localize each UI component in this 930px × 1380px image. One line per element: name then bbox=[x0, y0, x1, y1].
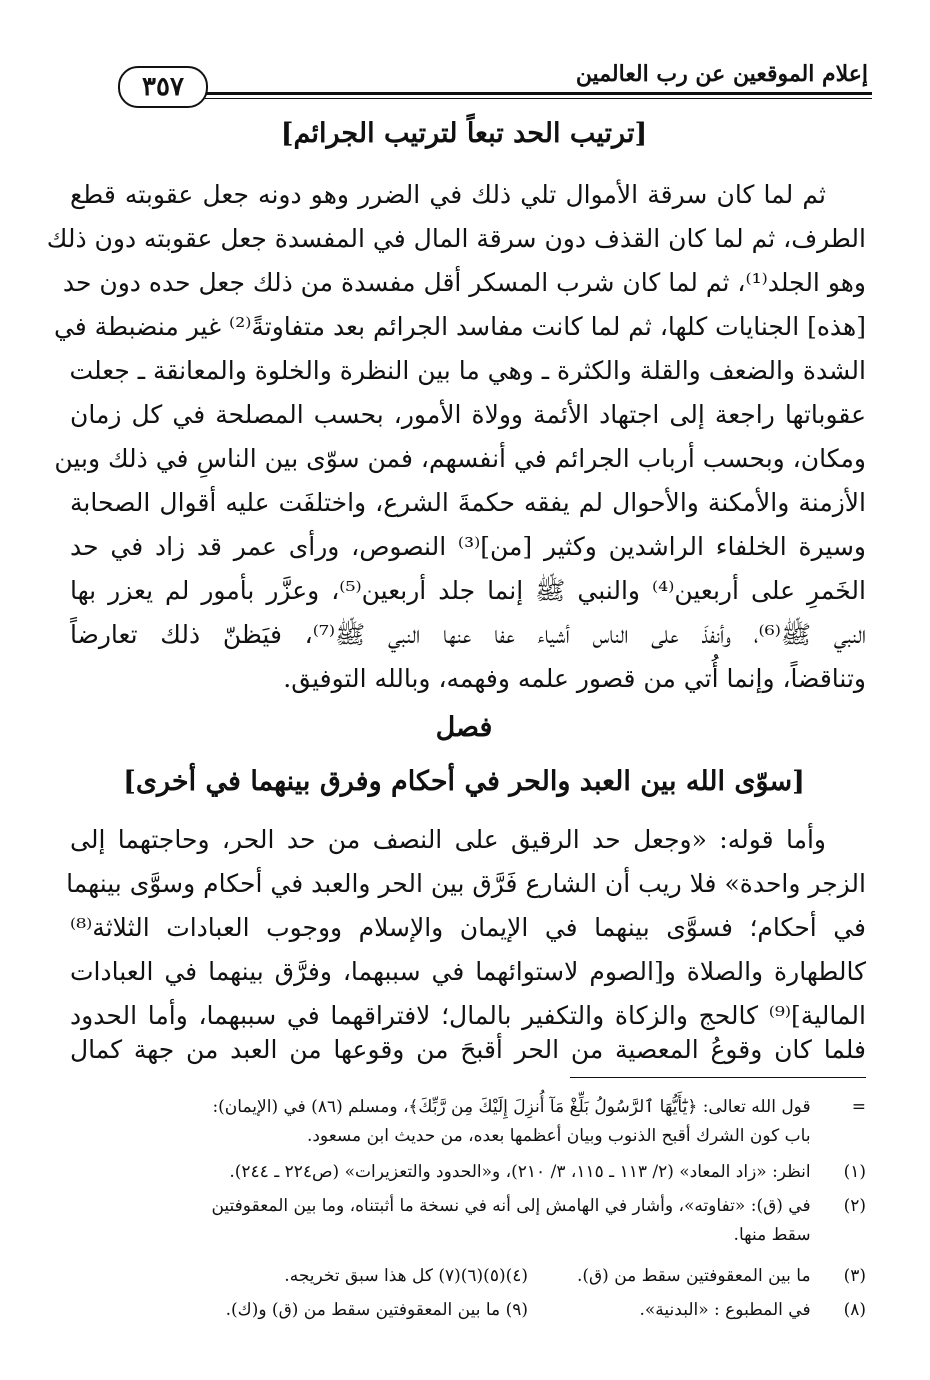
body-line: النبي ﷺ⁽⁶⁾، وأنفذَ على الناس أشياء عفا عنها النبي ﷺ⁽⁷⁾، فيَظنّ ذلك تعارضاً bbox=[70, 620, 867, 649]
footnote-number: (٨) bbox=[843, 1300, 866, 1320]
running-header-title: إعلام الموقعين عن رب العالمين bbox=[575, 61, 868, 87]
body-line: في أحكام؛ فسوَّى بينهما في الإيمان والإسلام ووجوب العبادات الثلاثة⁽⁸⁾ bbox=[70, 913, 866, 942]
footnote-text: باب كون الشرك أقبح الذنوب وبيان أعظمها بعده، من حديث ابن مسعود. bbox=[306, 1126, 811, 1146]
body-line: المالية]⁽⁹⁾ كالحج والزكاة والتكفير بالمال؛ لافتراقهما في سببهما، وأما الحدود bbox=[70, 1001, 866, 1030]
footnote-text: سقط منها. bbox=[733, 1225, 811, 1245]
chapter-label: فصل bbox=[435, 712, 493, 743]
footnote-text: قول الله تعالى: ﴿يَٰٓأَيُّهَا ٱلرَّسُولُ بَلِّغْ مَآ أُنزِلَ إِلَيْكَ مِن رَّبِّكَ﴾، ومسلم (٨٦) في (الإيمان): bbox=[212, 1097, 811, 1117]
footnote-text: في المطبوع : «البدنية». bbox=[639, 1300, 811, 1320]
section-heading: [ترتيب الحد تبعاً لترتيب الجرائم] bbox=[280, 118, 648, 149]
footnote-number: (٤)(٥)(٦)(٧) bbox=[438, 1266, 528, 1286]
footnote-number: (٩) bbox=[505, 1300, 528, 1320]
footnote-continued-line bbox=[70, 1122, 866, 1150]
footnote-4-7 bbox=[284, 1262, 528, 1290]
footnote-text: ما بين المعقوفتين سقط من (ق). bbox=[576, 1266, 811, 1286]
body-line: وأما قوله: «وجعل حد الرقيق على النصف من حد الحر، وحاجتهما إلى bbox=[70, 825, 826, 854]
body-line: الشدة والضعف والقلة والكثرة ـ وهي ما بين النظرة والخلوة والمعانقة ـ جعلت bbox=[69, 356, 866, 385]
body-line: الأزمنة والأمكنة والأحوال لم يفقه حكمةَ الشرع، واختلفَت عليه أقوال الصحابة bbox=[70, 488, 866, 517]
footnote-text: كل هذا سبق تخريجه. bbox=[284, 1266, 433, 1286]
body-line: ثم لما كان سرقة الأموال تلي ذلك في الضرر وهو دونه جعل عقوبته قطع bbox=[70, 180, 826, 209]
footnote-separator bbox=[570, 1077, 866, 1078]
body-line: [هذه] الجنايات كلها، ثم لما كانت مفاسد الجرائم بعد متفاوتةً⁽²⁾ غير منضبطة في bbox=[53, 312, 866, 341]
footnote-8 bbox=[639, 1296, 866, 1324]
body-line: فلما كان وقوعُ المعصية من الحر أقبحَ من وقوعها من العبد من جهة كمال bbox=[70, 1035, 866, 1064]
footnote-9 bbox=[226, 1296, 528, 1324]
footnote-text: في (ق): «تفاوته»، وأشار في الهامش إلى أنه في نسخة ما أثبتناه، وما بين المعقوفتين bbox=[211, 1196, 811, 1216]
body-line: الزجر واحدة» فلا ريب أن الشارع فَرَّق بين الحر والعبد في أحكام وسوَّى بينهما bbox=[66, 869, 866, 898]
body-line: ومكان، وبحسب أرباب الجرائم في أنفسهم، فمن سوّى بين الناسِ في ذلك وبين bbox=[54, 444, 866, 473]
footnote-number: (١) bbox=[843, 1162, 866, 1182]
footnote-text: انظر: «زاد المعاد» (٢/ ١١٣ ـ ١١٥، ٣/ ٢١٠)، و«الحدود والتعزيرات» (ص٢٢٤ ـ ٢٤٤). bbox=[229, 1162, 811, 1182]
footnote-3 bbox=[577, 1262, 866, 1290]
footnote-continuation-mark: = bbox=[851, 1097, 866, 1117]
footnote-2 bbox=[70, 1192, 866, 1220]
body-line: وتناقضاً، وإنما أُتي من قصور علمه وفهمه، وبالله التوفيق. bbox=[283, 664, 866, 693]
body-line: وهو الجلد⁽¹⁾، ثم لما كان شرب المسكر أقل مفسدة من ذلك جعل حده دون حد bbox=[62, 268, 866, 297]
section-heading: [سوّى الله بين العبد والحر في أحكام وفرق بينهما في أخرى] bbox=[123, 766, 805, 797]
body-line: عقوباتها راجعة إلى اجتهاد الأئمة وولاة الأمور، بحسب المصلحة في كل زمان bbox=[70, 400, 866, 429]
body-line: الطرف، ثم لما كان القذف دون سرقة المال في المفسدة جعل عقوبته دون ذلك bbox=[46, 224, 866, 253]
footnote-number: (٣) bbox=[843, 1266, 866, 1286]
body-line: وسيرة الخلفاء الراشدين وكثير [من]⁽³⁾ النصوص، ورأى عمر قد زاد في حد bbox=[70, 532, 866, 561]
body-line: كالطهارة والصلاة و[الصوم لاستوائهما في سببهما، وفرَّق بينهما في العبادات bbox=[70, 957, 866, 986]
header-rule-thin bbox=[198, 98, 872, 99]
header-rule bbox=[198, 92, 872, 95]
footnote-continued bbox=[70, 1093, 866, 1121]
footnote-2-cont bbox=[70, 1221, 866, 1249]
body-line: الخَمرِ على أربعين⁽⁴⁾ والنبي ﷺ إنما جلد أربعين⁽⁵⁾، وعزَّر بأمور لم يعزر بها bbox=[70, 576, 866, 605]
footnote-text: ما بين المعقوفتين سقط من (ق) و(ك). bbox=[225, 1300, 501, 1320]
footnote-1 bbox=[70, 1158, 866, 1186]
footnote-number: (٢) bbox=[843, 1196, 866, 1216]
page-number: ٣٥٧ bbox=[118, 66, 208, 108]
